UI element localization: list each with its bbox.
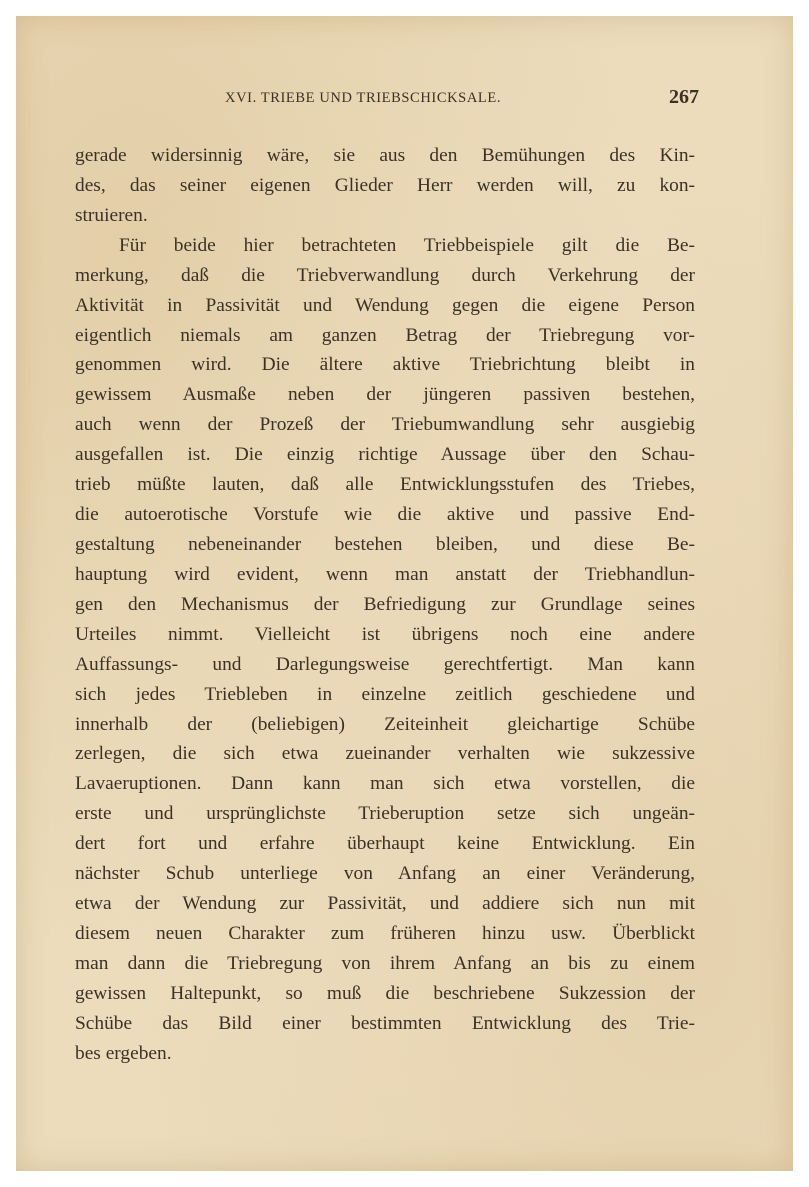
text-line: Für beide hier betrachteten Triebbeispiele gilt die Be- xyxy=(119,234,695,256)
text-line: gewissem Ausmaße neben der jüngeren passiven bestehen, xyxy=(75,384,695,406)
text-line: gen den Mechanismus der Befriedigung zur Grundlage seines xyxy=(75,593,695,615)
text-line: etwa der Wendung zur Passivität, und addiere sich nun mit xyxy=(75,893,695,915)
text-line: bes ergeben. xyxy=(75,1042,172,1064)
text-line: gerade widersinnig wäre, sie aus den Bemühungen des Kin- xyxy=(75,145,695,166)
text-line: Schübe das Bild einer bestimmten Entwicklung des Trie- xyxy=(75,1012,695,1034)
paragraph-2 xyxy=(75,231,695,1069)
text-line: Auffassungs- und Darlegungsweise gerechtfertigt. Man kann xyxy=(75,653,695,675)
text-line: eigentlich niemals am ganzen Betrag der Triebregung vor- xyxy=(75,324,695,346)
text-line: erste und ursprünglichste Trieberuption setze sich ungeän- xyxy=(75,803,695,825)
text-line: nächster Schub unterliege von Anfang an einer Veränderung, xyxy=(75,863,695,885)
text-line: innerhalb der (beliebigen) Zeiteinheit gleichartige Schübe xyxy=(75,713,695,735)
text-line: gewissen Haltepunkt, so muß die beschriebene Sukzession der xyxy=(75,982,695,1004)
text-line: man dann die Triebregung von ihrem Anfang an bis zu einem xyxy=(75,952,695,974)
text-line: struieren. xyxy=(75,204,148,226)
text-line: Lavaeruptionen. Dann kann man sich etwa vorstellen, die xyxy=(75,773,695,795)
text-line: zerlegen, die sich etwa zueinander verhalten wie sukzessive xyxy=(75,743,695,765)
running-title: XVI. TRIEBE UND TRIEBSCHICKSALE. xyxy=(225,90,502,106)
text-line: die autoerotische Vorstufe wie die aktive und passive End- xyxy=(75,504,695,526)
text-line: genommen wird. Die ältere aktive Triebrichtung bleibt in xyxy=(75,354,695,376)
page-number: 267 xyxy=(669,86,699,108)
paragraph-1 xyxy=(75,141,695,231)
text-line: ausgefallen ist. Die einzig richtige Aussage über den Schau- xyxy=(75,444,695,466)
text-line: sich jedes Triebleben in einzelne zeitlich geschiedene und xyxy=(75,683,695,705)
text-line: des, das seiner eigenen Glieder Herr werden will, zu kon- xyxy=(75,174,695,196)
text-line: gestaltung nebeneinander bestehen bleiben, und diese Be- xyxy=(75,533,695,555)
running-header xyxy=(75,88,699,114)
text-line: merkung, daß die Triebverwandlung durch Verkehrung der xyxy=(75,264,695,286)
text-line: diesem neuen Charakter zum früheren hinzu usw. Überblickt xyxy=(75,922,695,944)
text-line: hauptung wird evident, wenn man anstatt der Triebhandlun- xyxy=(75,563,695,585)
text-line: trieb müßte lauten, daß alle Entwicklungsstufen des Triebes, xyxy=(75,474,695,496)
text-line: auch wenn der Prozeß der Triebumwandlung sehr ausgiebig xyxy=(75,414,695,436)
text-line: Aktivität in Passivität und Wendung gegen die eigene Person xyxy=(75,294,695,316)
text-line: dert fort und erfahre überhaupt keine Entwicklung. Ein xyxy=(75,833,695,855)
body-text xyxy=(75,141,695,1069)
text-line: Urteiles nimmt. Vielleicht ist übrigens noch eine andere xyxy=(75,623,695,645)
